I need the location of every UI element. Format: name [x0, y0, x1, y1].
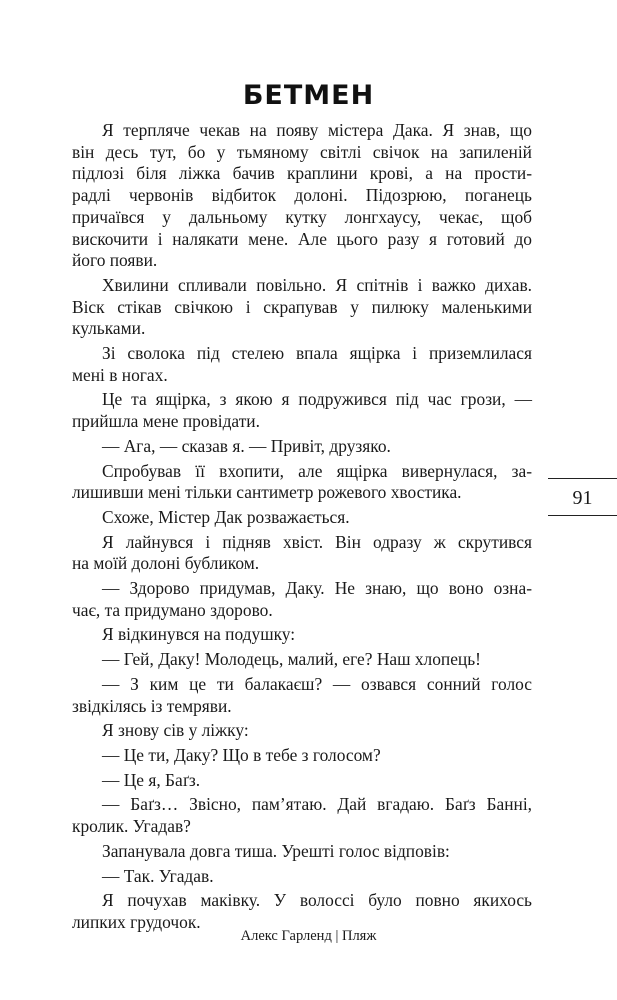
- chapter-title: БЕТМЕН: [242, 80, 375, 111]
- text-line: — Гей, Даку! Молодець, малий, еге? Наш хлопець!: [102, 649, 481, 670]
- text-line: — Ага, — сказав я. — Привіт, друзяко.: [102, 435, 391, 456]
- text-line: Хвилини спливали повільно. Я спітнів і важко дихав.: [102, 274, 532, 295]
- running-footer: Алекс Гарленд | Пляж: [240, 928, 377, 944]
- text-line: — З ким це ти балакаєш? — озвався сонний голос: [102, 673, 532, 694]
- text-line: липких грудочок.: [72, 911, 201, 932]
- page-number-block: [548, 478, 617, 516]
- divider: [548, 478, 617, 479]
- text-line: Я лайнувся і підняв хвіст. Він одразу ж скрутився: [102, 531, 532, 552]
- text-line: Віск стікав свічкою і скрапував у пилюку маленькими: [72, 296, 532, 317]
- text-line: звідкілясь із темряви.: [72, 695, 232, 716]
- text-line: Я почухав маківку. У волоссі було повно якихось: [102, 890, 532, 911]
- text-line: Це та ящірка, з якою я подружився під час грози, —: [102, 389, 532, 410]
- text-line: причаївся у дальньому кутку лонгхаусу, чекає, щоб: [72, 206, 532, 227]
- page-number: 91: [572, 487, 593, 509]
- text-line: його появи.: [72, 250, 158, 271]
- text-line: Зі сволока під стелею впала ящірка і приземлилася: [102, 343, 532, 364]
- text-line: Я терпляче чекав на появу містера Дака. Я знав, що: [102, 120, 532, 140]
- text-line: — Баґз… Звісно, пам’ятаю. Дай вгадаю. Баґз Банні,: [102, 794, 532, 815]
- text-line: чає, та придумано здорово.: [72, 599, 273, 620]
- text-line: Запанувала довга тиша. Урешті голос відповів:: [102, 840, 450, 861]
- text-line: на моїй долоні бубликом.: [72, 553, 260, 574]
- text-line: Схоже, Містер Дак розважається.: [102, 506, 350, 527]
- text-line: кульками.: [72, 318, 146, 339]
- text-line: радлі червонів відбиток долоні. Підозрюю, поганець: [72, 185, 532, 206]
- text-line: — Це ти, Даку? Що в тебе з голосом?: [102, 744, 381, 765]
- text-line: Я відкинувся на подушку:: [102, 624, 296, 645]
- text-line: прийшла мене провідати.: [72, 411, 260, 432]
- text-line: вискочити і налякати мене. Але цього разу я готовий до: [72, 228, 532, 249]
- text-line: мені в ногах.: [72, 364, 168, 385]
- text-line: він десь тут, бо у тьмяному світлі свічок на запиленій: [72, 141, 532, 162]
- text-line: підлозі біля ліжка бачив краплини крові, а на прости-: [72, 163, 532, 184]
- text-line: — Це я, Баґз.: [102, 769, 201, 790]
- text-line: лишивши мені тільки сантиметр рожевого хвостика.: [72, 482, 462, 503]
- text-line: — Здорово придумав, Даку. Не знаю, що воно озна-: [102, 578, 532, 599]
- text-line: кролик. Угадав?: [72, 816, 191, 837]
- body-text: [72, 120, 532, 934]
- text-line: Я знову сів у ліжку:: [102, 720, 249, 741]
- text-line: — Так. Угадав.: [102, 865, 214, 886]
- text-line: Спробував її вхопити, але ящірка вивернулася, за-: [102, 460, 532, 481]
- divider: [548, 515, 617, 516]
